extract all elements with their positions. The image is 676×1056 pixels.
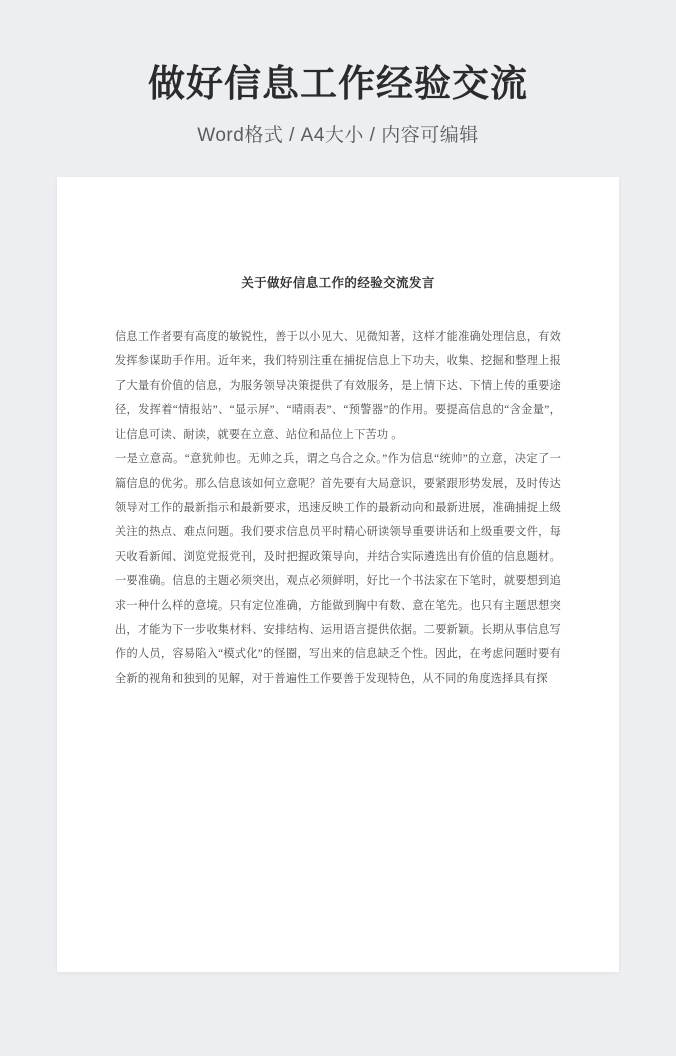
document-body: [57, 177, 619, 972]
document-preview: [57, 177, 619, 972]
document-title: 关于做好信息工作的经验交流发言: [241, 276, 435, 290]
page-title: 做好信息工作经验交流: [148, 63, 528, 104]
page-header: [0, 0, 676, 147]
document-paragraph: 一是立意高。“意犹帅也。无帅之兵，谓之乌合之众。”作为信息“统帅”的立意，决定了一篇信息的优劣。那么信息该如何立意呢？首先要有大局意识，要紧跟形势发展，及时传达领导对工作的最新指示和最新要求，迅速反映工作的最新动向和最新进展，准确捕捉上级关注的热点、难点问题。我们要求信息员平时精心研读领导重要讲话和上级重要文件，每天收看新闻、浏览党报党刊，及时把握政策导向，并结合实际遴选出有价值的信息题材。一要准确。信息的主题必须突出，观点必须鲜明，好比一个书法家在下笔时，就要想到追求一种什么样的意境。只有定位准确，方能做到胸中有数、意在笔先。也只有主题思想突出，才能为下一步收集材料、安排结构、运用语言提供依据。二要新颖。长期从事信息写作的人员，容易陷入“模式化”的怪圈，写出来的信息缺乏个性。因此，在考虑问题时要有全新的视角和独到的见解，对于普遍性工作要善于发现特色，从不同的角度选择具有探: [115, 453, 561, 685]
document-paragraph: 信息工作者要有高度的敏锐性，善于以小见大、见微知著，这样才能准确处理信息，有效发挥参谋助手作用。近年来，我们特别注重在捕捉信息上下功夫，收集、挖掘和整理上报了大量有价值的信息，为服务领导决策提供了有效服务，是上情下达、下情上传的重要途径，发挥着“情报站”、“显示屏”、“晴雨表”、“预警器”的作用。要提高信息的“含金量”，让信息可读、耐读，就要在立意、站位和品位上下苦功 。: [115, 331, 561, 441]
page-subtitle: Word格式 / A4大小 / 内容可编辑: [197, 125, 479, 147]
